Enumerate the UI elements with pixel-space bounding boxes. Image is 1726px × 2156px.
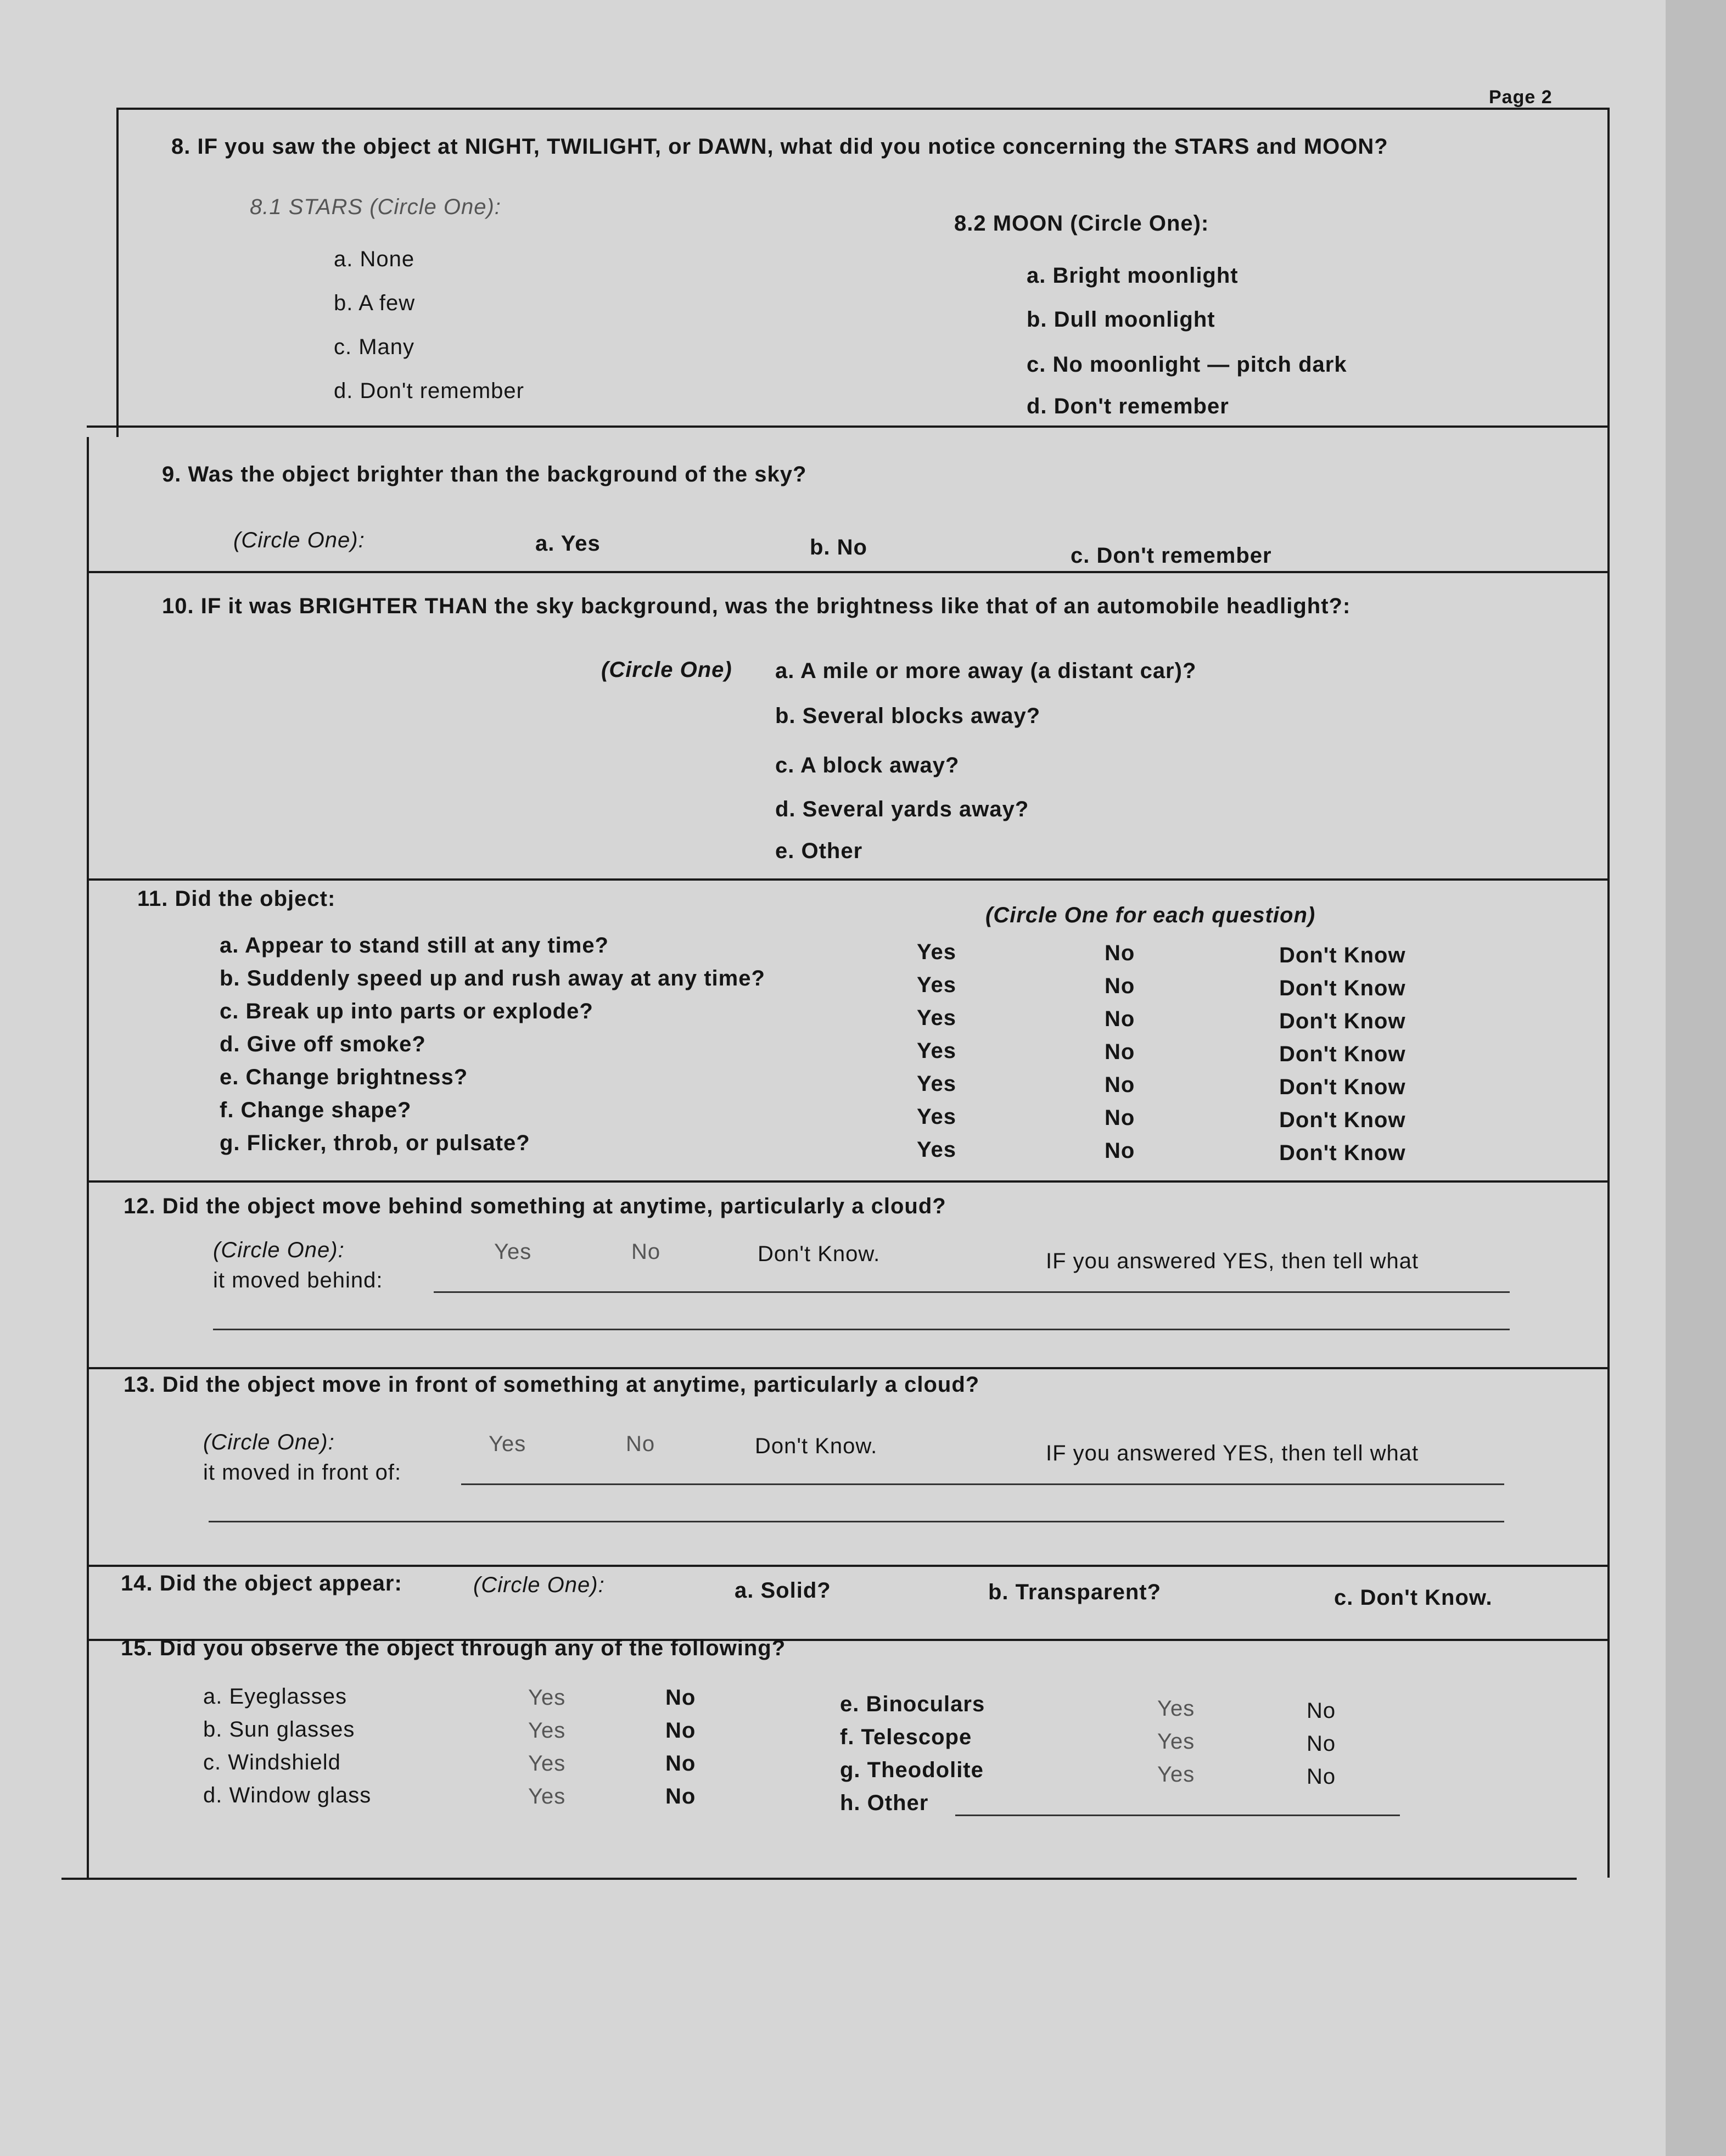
q11-answer-no[interactable]: No bbox=[1105, 1073, 1135, 1097]
scan-edge bbox=[1666, 0, 1726, 2156]
q9-option-dont-remember[interactable]: c. Don't remember bbox=[1071, 544, 1272, 568]
q8-stars-option[interactable]: a. None bbox=[334, 247, 415, 271]
q14-option-dont-know[interactable]: c. Don't Know. bbox=[1334, 1586, 1493, 1610]
q15-other-line[interactable] bbox=[955, 1815, 1400, 1816]
q11-answer-no[interactable]: No bbox=[1105, 1040, 1135, 1064]
q15-answer-no[interactable]: No bbox=[1307, 1699, 1336, 1723]
q8-moon-option[interactable]: d. Don't remember bbox=[1027, 394, 1229, 418]
q13-option-yes[interactable]: Yes bbox=[489, 1432, 526, 1456]
divider bbox=[87, 878, 1609, 881]
q13-question: 13. Did the object move in front of something at anytime, particularly a cloud? bbox=[124, 1373, 980, 1397]
q15-item-label: c. Windshield bbox=[203, 1750, 341, 1774]
q13-circle-label: (Circle One): bbox=[203, 1430, 335, 1454]
q9-question: 9. Was the object brighter than the background of the sky? bbox=[162, 462, 807, 486]
q10-option[interactable]: e. Other bbox=[775, 839, 863, 863]
q8-moon-option[interactable]: a. Bright moonlight bbox=[1027, 264, 1239, 288]
q15-answer-no[interactable]: No bbox=[1307, 1765, 1336, 1789]
q8-stars-label: 8.1 STARS (Circle One): bbox=[250, 195, 501, 219]
q15-other-label: h. Other bbox=[840, 1791, 929, 1815]
q11-answer-yes[interactable]: Yes bbox=[917, 973, 956, 997]
q11-question: 11. Did the object: bbox=[137, 887, 336, 911]
q8-stars-option[interactable]: b. A few bbox=[334, 291, 416, 315]
q13-option-dont-know[interactable]: Don't Know. bbox=[755, 1434, 878, 1458]
q15-answer-yes[interactable]: Yes bbox=[528, 1685, 566, 1710]
q12-question: 12. Did the object move behind something at anytime, particularly a cloud? bbox=[124, 1194, 946, 1218]
q11-answer-no[interactable]: No bbox=[1105, 1106, 1135, 1130]
q10-option[interactable]: c. A block away? bbox=[775, 753, 960, 777]
q11-answer-yes[interactable]: Yes bbox=[917, 1072, 956, 1096]
q11-answer-dont-know[interactable]: Don't Know bbox=[1279, 943, 1406, 967]
q11-item-label: d. Give off smoke? bbox=[220, 1032, 426, 1056]
divider bbox=[87, 1367, 1609, 1369]
q15-question: 15. Did you observe the object through any of the following? bbox=[121, 1636, 786, 1660]
q11-answer-no[interactable]: No bbox=[1105, 941, 1135, 965]
q15-answer-no[interactable]: No bbox=[665, 1685, 696, 1710]
q11-answer-yes[interactable]: Yes bbox=[917, 1006, 956, 1030]
q14-question: 14. Did the object appear: bbox=[121, 1571, 402, 1595]
q11-answer-yes[interactable]: Yes bbox=[917, 1039, 956, 1063]
q10-question: 10. IF it was BRIGHTER THAN the sky background, was the brightness like that of an automobile headlight?: bbox=[162, 594, 1351, 618]
q8-moon-label: 8.2 MOON (Circle One): bbox=[954, 211, 1209, 236]
q11-answer-no[interactable]: No bbox=[1105, 1139, 1135, 1163]
q12-option-yes[interactable]: Yes bbox=[494, 1240, 532, 1264]
q9-option-no[interactable]: b. No bbox=[810, 535, 867, 559]
q11-item-label: b. Suddenly speed up and rush away at any time? bbox=[220, 966, 765, 990]
q13-followup: IF you answered YES, then tell what bbox=[1046, 1441, 1419, 1465]
q13-answer-line[interactable] bbox=[209, 1521, 1504, 1522]
q12-circle-label: (Circle One): bbox=[213, 1238, 345, 1262]
divider bbox=[87, 571, 1609, 573]
q8-stars-option[interactable]: c. Many bbox=[334, 335, 415, 359]
q12-option-no[interactable]: No bbox=[631, 1240, 661, 1264]
q11-answer-no[interactable]: No bbox=[1105, 1007, 1135, 1031]
q11-item-label: g. Flicker, throb, or pulsate? bbox=[220, 1131, 530, 1155]
q10-option[interactable]: b. Several blocks away? bbox=[775, 704, 1041, 728]
q14-option-transparent[interactable]: b. Transparent? bbox=[988, 1580, 1162, 1604]
page-number: Page 2 bbox=[1489, 87, 1553, 108]
q11-answer-dont-know[interactable]: Don't Know bbox=[1279, 1141, 1406, 1165]
q15-answer-no[interactable]: No bbox=[665, 1718, 696, 1743]
q9-option-yes[interactable]: a. Yes bbox=[535, 531, 601, 556]
q10-option[interactable]: a. A mile or more away (a distant car)? bbox=[775, 659, 1197, 683]
q13-followup-cont: it moved in front of: bbox=[203, 1460, 402, 1485]
q11-answer-no[interactable]: No bbox=[1105, 974, 1135, 998]
q12-followup-cont: it moved behind: bbox=[213, 1268, 383, 1292]
form-border-right bbox=[1607, 108, 1610, 1878]
q11-answer-yes[interactable]: Yes bbox=[917, 1105, 956, 1129]
q8-stars-option[interactable]: d. Don't remember bbox=[334, 379, 524, 403]
q15-answer-yes[interactable]: Yes bbox=[528, 1751, 566, 1776]
q11-item-label: a. Appear to stand still at any time? bbox=[220, 933, 609, 957]
q15-item-label: b. Sun glasses bbox=[203, 1717, 355, 1741]
q9-circle-label: (Circle One): bbox=[233, 528, 365, 552]
q12-option-dont-know[interactable]: Don't Know. bbox=[758, 1242, 881, 1266]
q15-answer-yes[interactable]: Yes bbox=[1157, 1762, 1195, 1787]
q10-circle-label: (Circle One) bbox=[601, 658, 732, 682]
divider bbox=[87, 1180, 1609, 1183]
q11-item-label: c. Break up into parts or explode? bbox=[220, 999, 593, 1023]
q15-answer-yes[interactable]: Yes bbox=[1157, 1696, 1195, 1721]
form-border-left bbox=[116, 108, 119, 437]
q15-item-label: e. Binoculars bbox=[840, 1692, 985, 1716]
q11-item-label: e. Change brightness? bbox=[220, 1065, 468, 1089]
q13-option-no[interactable]: No bbox=[626, 1432, 655, 1456]
q15-answer-yes[interactable]: Yes bbox=[1157, 1729, 1195, 1754]
q11-answer-dont-know[interactable]: Don't Know bbox=[1279, 1009, 1406, 1033]
q15-answer-no[interactable]: No bbox=[665, 1751, 696, 1776]
q15-answer-yes[interactable]: Yes bbox=[528, 1784, 566, 1808]
q15-item-label: a. Eyeglasses bbox=[203, 1684, 348, 1709]
q12-followup: IF you answered YES, then tell what bbox=[1046, 1249, 1419, 1273]
divider bbox=[87, 1565, 1609, 1567]
q11-answer-dont-know[interactable]: Don't Know bbox=[1279, 1108, 1406, 1132]
q12-answer-line[interactable] bbox=[434, 1291, 1510, 1293]
q10-option[interactable]: d. Several yards away? bbox=[775, 797, 1029, 821]
q8-moon-option[interactable]: c. No moonlight — pitch dark bbox=[1027, 352, 1347, 377]
q11-answer-dont-know[interactable]: Don't Know bbox=[1279, 1042, 1406, 1066]
divider bbox=[87, 425, 1609, 428]
q15-answer-no[interactable]: No bbox=[1307, 1732, 1336, 1756]
q8-moon-option[interactable]: b. Dull moonlight bbox=[1027, 307, 1215, 332]
q14-circle-label: (Circle One): bbox=[473, 1573, 605, 1597]
form-border-top bbox=[116, 108, 1610, 110]
q12-answer-line[interactable] bbox=[213, 1329, 1510, 1330]
q11-answer-dont-know[interactable]: Don't Know bbox=[1279, 976, 1406, 1000]
q11-instruction: (Circle One for each question) bbox=[985, 903, 1316, 927]
q11-item-label: f. Change shape? bbox=[220, 1098, 412, 1122]
q13-answer-line[interactable] bbox=[461, 1483, 1504, 1485]
form-border-bottom bbox=[61, 1878, 1577, 1880]
q15-item-label: f. Telescope bbox=[840, 1725, 972, 1749]
q11-answer-yes[interactable]: Yes bbox=[917, 1138, 956, 1162]
q11-answer-yes[interactable]: Yes bbox=[917, 940, 956, 964]
q15-item-label: d. Window glass bbox=[203, 1783, 372, 1807]
q15-answer-no[interactable]: No bbox=[665, 1784, 696, 1808]
q15-item-label: g. Theodolite bbox=[840, 1758, 984, 1782]
q11-answer-dont-know[interactable]: Don't Know bbox=[1279, 1075, 1406, 1099]
q8-question: 8. IF you saw the object at NIGHT, TWILIGHT, or DAWN, what did you notice concerning the STARS and MOON? bbox=[171, 135, 1388, 159]
q14-option-solid[interactable]: a. Solid? bbox=[735, 1578, 831, 1603]
q15-answer-yes[interactable]: Yes bbox=[528, 1718, 566, 1743]
form-border-left-lower bbox=[87, 437, 89, 1878]
